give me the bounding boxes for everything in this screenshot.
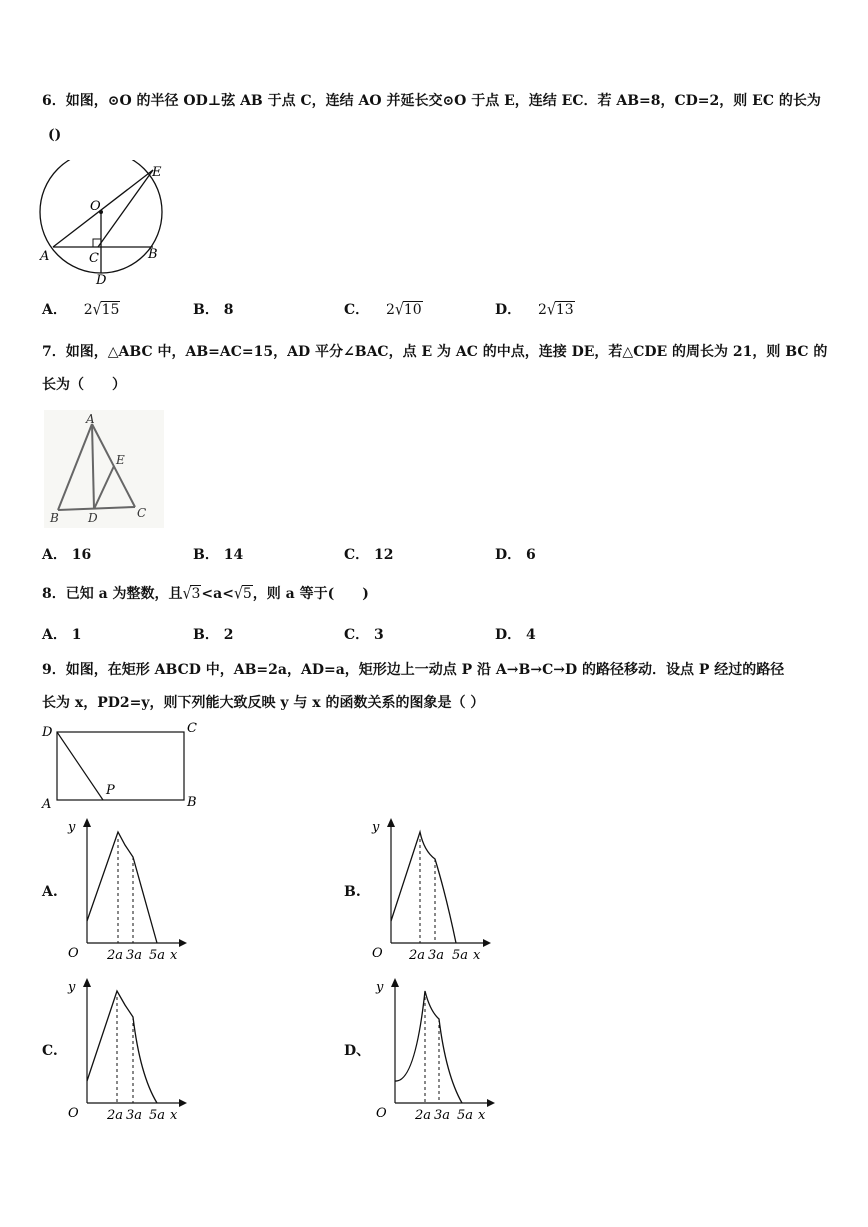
graph-y-label: y	[68, 980, 76, 995]
q8-radicand-1: 3	[191, 586, 201, 602]
q9-stem-line2: 长为 x，PD2=y，则下列能大致反映 y 与 x 的函数关系的图象是（ ）	[42, 695, 485, 711]
q8-option-b[interactable]	[193, 625, 233, 645]
option-coef: 2	[83, 302, 93, 318]
option-text: 2	[223, 627, 234, 643]
q7-label-E: E	[116, 453, 125, 467]
graph-tick-5a: 5a	[149, 948, 166, 963]
q8-option-c[interactable]	[344, 625, 384, 645]
option-letter: C．	[344, 302, 370, 318]
graph-x-label: x	[473, 948, 481, 963]
graph-y-label: y	[68, 820, 76, 835]
q9-label-A: A	[42, 797, 52, 810]
q7-label-C: C	[137, 506, 147, 520]
q6-label-A: A	[40, 249, 50, 264]
option-letter: C．	[344, 627, 370, 643]
q7-option-b[interactable]	[193, 545, 243, 565]
option-letter: A．	[42, 627, 67, 643]
graph-x-label: x	[170, 1108, 178, 1123]
option-letter: B．	[193, 547, 219, 563]
option-coef: 2	[386, 302, 395, 318]
q9-label-P: P	[106, 783, 115, 798]
graph-tick-3a: 3a	[434, 1108, 451, 1123]
graph-origin-label: O	[68, 946, 79, 961]
q6-option-a[interactable]: A． 2√15	[42, 300, 120, 320]
option-letter: D．	[495, 302, 522, 318]
q9-graph-b[interactable]	[366, 815, 496, 965]
q6-stem-line2: ()	[48, 127, 62, 143]
option-text: 6	[526, 547, 536, 563]
option-letter: B．	[193, 627, 219, 643]
option-coef: 2	[538, 302, 547, 318]
q6-circle-figure	[36, 160, 176, 290]
option-text: 14	[223, 547, 244, 563]
graph-tick-3a: 3a	[428, 948, 445, 963]
graph-tick-2a: 2a	[409, 948, 426, 963]
option-letter: D．	[495, 627, 522, 643]
q9-graph-d[interactable]	[370, 975, 500, 1125]
option-radicand: 15	[101, 302, 120, 318]
graph-tick-2a: 2a	[415, 1108, 432, 1123]
q9-option-b[interactable]: B.	[344, 884, 361, 900]
option-text: 3	[374, 627, 384, 643]
q7-label-A: A	[86, 412, 95, 426]
q8-prefix: 8．已知 a 为整数，且	[42, 586, 183, 602]
q7-option-a[interactable]	[42, 545, 91, 565]
graph-tick-5a: 5a	[452, 948, 469, 963]
q6-stem-line1: 6．如图，⊙O 的半径 OD⊥弦 AB 于点 C，连结 AO 并延长交⊙O 于点 E，连结 EC．若 AB=8，CD=2，则 EC 的长为	[42, 93, 821, 109]
q8-option-d[interactable]	[495, 625, 536, 645]
q6-label-D: D	[96, 273, 107, 288]
option-letter: C．	[344, 547, 370, 563]
q9-option-c[interactable]: C.	[42, 1043, 58, 1059]
graph-tick-5a: 5a	[457, 1108, 474, 1123]
graph-tick-5a: 5a	[149, 1108, 166, 1123]
q9-label-C: C	[187, 721, 197, 736]
graph-origin-label: O	[68, 1106, 79, 1121]
graph-y-label: y	[376, 980, 384, 995]
q6-label-C: C	[89, 251, 99, 266]
q8-suffix: ，则 a 等于( )	[252, 586, 369, 602]
graph-tick-3a: 3a	[126, 948, 143, 963]
option-radicand: 10	[403, 302, 422, 318]
q6-option-d[interactable]: D． 2√13	[495, 300, 574, 320]
q7-label-D: D	[88, 511, 98, 525]
q7-stem-line1: 7．如图，△ABC 中，AB=AC=15，AD 平分∠BAC，点 E 为 AC 的中点，连接 DE，若△CDE 的周长为 21，则 BC 的	[42, 344, 828, 360]
option-text: 4	[526, 627, 536, 643]
graph-tick-3a: 3a	[126, 1108, 143, 1123]
option-letter: B．	[193, 302, 219, 318]
graph-y-label: y	[372, 820, 380, 835]
q7-label-B: B	[50, 511, 59, 525]
q8-option-a[interactable]	[42, 625, 82, 645]
graph-x-label: x	[170, 948, 178, 963]
q9-graph-c[interactable]	[62, 975, 192, 1125]
q8-inequality: <a<	[201, 586, 234, 602]
option-letter: A．	[42, 547, 67, 563]
q9-rectangle-figure	[38, 718, 208, 810]
q8-radicand-2: 5	[242, 586, 252, 602]
graph-origin-label: O	[376, 1106, 387, 1121]
option-text: 1	[71, 627, 82, 643]
q6-label-O: O	[90, 199, 101, 214]
q6-option-b[interactable]	[193, 300, 233, 320]
graph-tick-2a: 2a	[107, 948, 124, 963]
q7-triangle-figure	[44, 410, 164, 528]
option-text: 12	[374, 547, 394, 563]
q9-option-d[interactable]: D、	[344, 1043, 371, 1059]
q6-label-B: B	[148, 247, 158, 262]
graph-origin-label: O	[372, 946, 383, 961]
graph-x-label: x	[478, 1108, 486, 1123]
q6-option-c[interactable]: C． 2√10	[344, 300, 422, 320]
q7-option-d[interactable]	[495, 545, 536, 565]
option-letter: A．	[42, 302, 67, 318]
q9-stem-line1: 9．如图，在矩形 ABCD 中，AB=2a，AD=a，矩形边上一动点 P 沿 A→B→C→D 的路径移动．设点 P 经过的路径	[42, 662, 785, 678]
option-text: 16	[71, 547, 92, 563]
option-text: 8	[223, 302, 234, 318]
q8-stem: 8．已知 a 为整数，且√3<a<√5，则 a 等于( )	[42, 584, 369, 604]
q9-graph-a[interactable]	[62, 815, 192, 965]
graph-tick-2a: 2a	[107, 1108, 124, 1123]
q6-label-E: E	[152, 165, 162, 180]
option-radicand: 13	[555, 302, 574, 318]
q9-label-D: D	[42, 725, 53, 740]
q9-label-B: B	[187, 795, 197, 810]
option-letter: D．	[495, 547, 522, 563]
q9-option-a[interactable]: A.	[42, 884, 58, 900]
q7-option-c[interactable]	[344, 545, 394, 565]
q7-stem-line2: 长为（ ）	[42, 377, 126, 393]
